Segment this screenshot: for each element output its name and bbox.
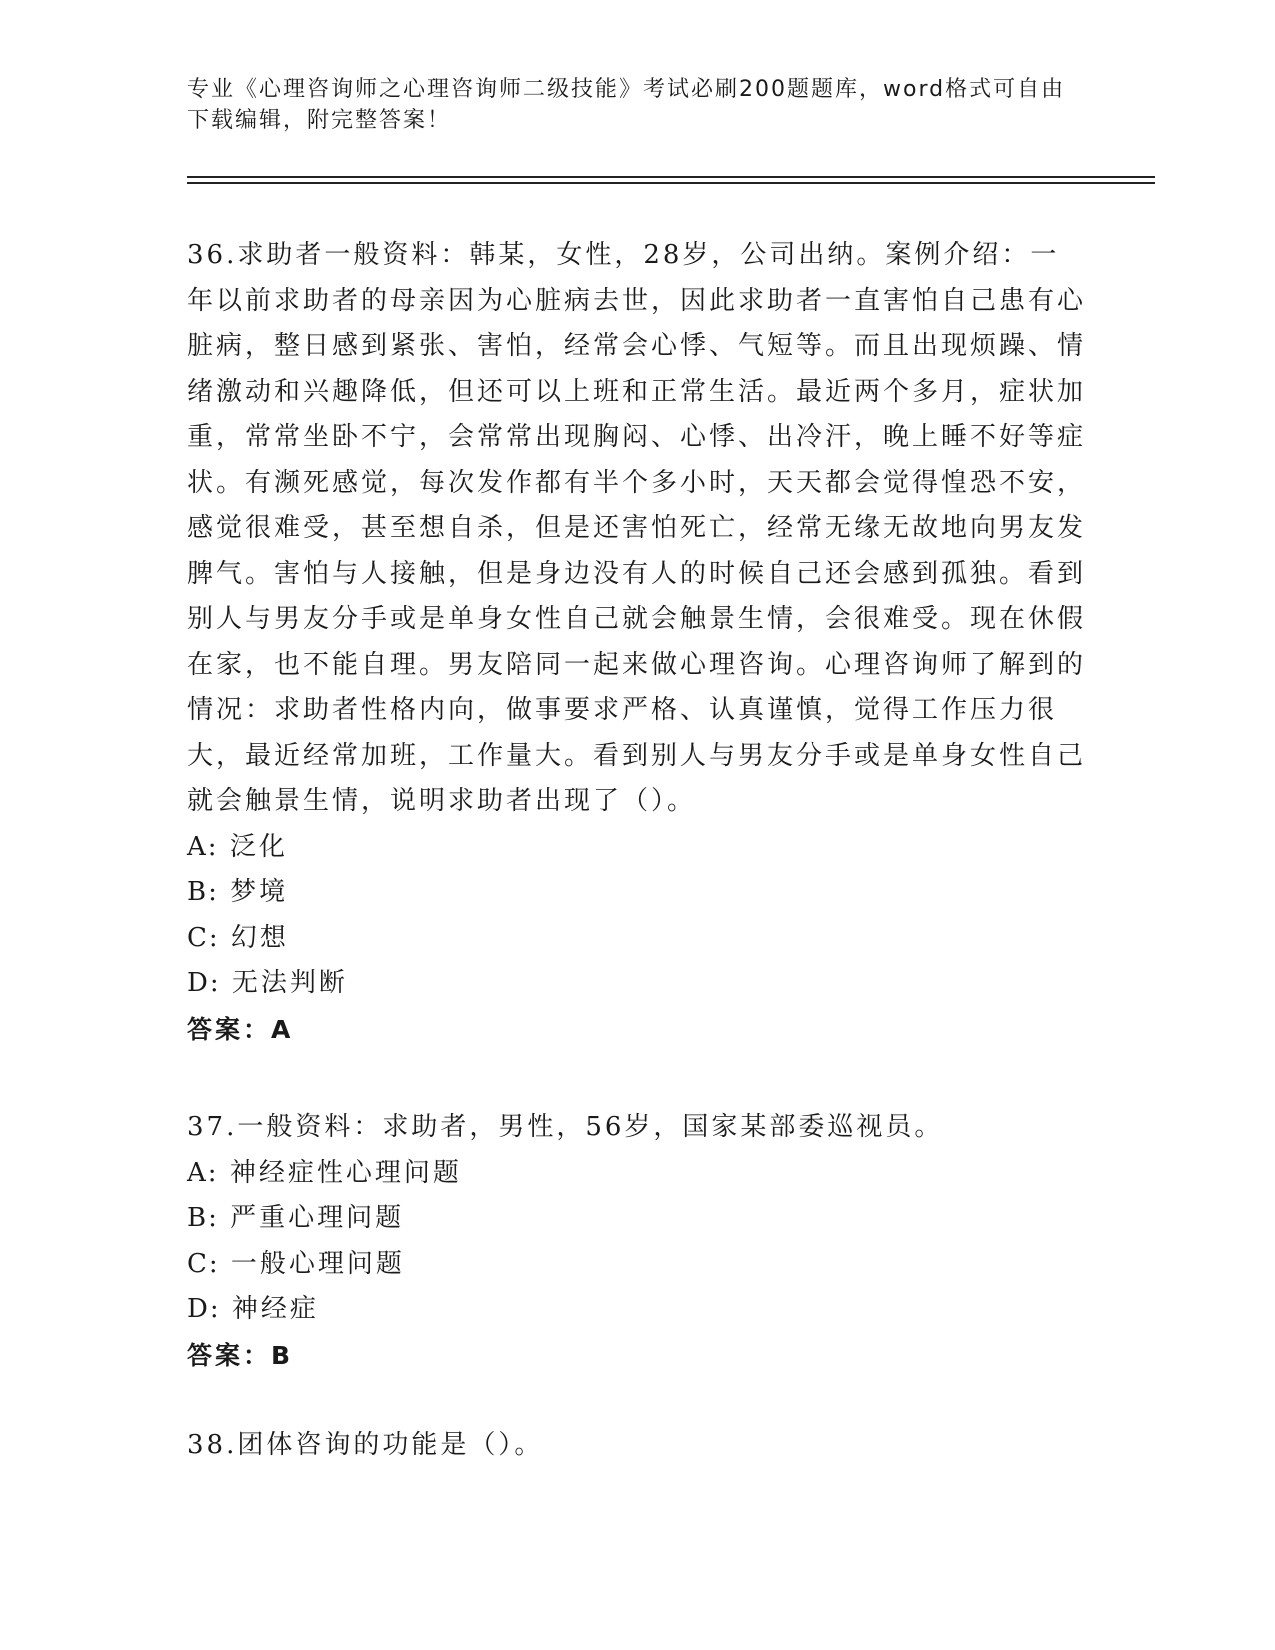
question-36 bbox=[187, 233, 1087, 1052]
question-stem: 38.团体咨询的功能是（）。 bbox=[187, 1430, 544, 1460]
option-c bbox=[187, 1242, 1087, 1288]
option-text: 幻想 bbox=[230, 922, 289, 953]
question-stem: 36.求助者一般资料：韩某，女性，28岁，公司出纳。案例介绍：一年以前求助者的母亲因为心脏病去世，因此求助者一直害怕自己患有心脏病，整日感到紧张、害怕，经常会心悸、气短等。而且出现烦躁、情绪激动和兴趣降低，但还可以上班和正常生活。最近两个多月，症状加重，常常坐卧不宁，会常常出现胸闷、心悸、出冷汗，晚上睡不好等症状。有濒死感觉，每次发作都有半个多小时，天天都会觉得惶恐不安，感觉很难受，甚至想自杀，但是还害怕死亡，经常无缘无故地向男友发脾气。害怕与人接触，但是身边没有人的时候自己还会感到孤独。看到别人与男友分手或是单身女性自己就会触景生情，会很难受。现在休假在家，也不能自理。男友陪同一起来做心理咨询。心理咨询师了解到的情况：求助者性格内向，做事要求严格、认真谨慎，觉得工作压力很大，最近经常加班，工作量大。看到别人与男友分手或是单身女性自己就会触景生情，说明求助者出现了（）。 bbox=[187, 240, 1087, 816]
option-text: 神经症性心理问题 bbox=[229, 1157, 462, 1188]
option-a bbox=[187, 1151, 1087, 1197]
option-key: A: bbox=[187, 831, 219, 862]
option-text: 一般心理问题 bbox=[230, 1248, 405, 1279]
header-divider-top bbox=[187, 176, 1155, 178]
option-key: C: bbox=[187, 922, 220, 953]
option-key: D: bbox=[187, 1294, 221, 1324]
option-d bbox=[187, 1287, 1087, 1333]
option-a bbox=[187, 825, 1087, 871]
question-38 bbox=[187, 1423, 1087, 1469]
option-key: D: bbox=[187, 968, 221, 998]
question-37 bbox=[187, 1105, 1087, 1378]
option-key: C: bbox=[187, 1248, 220, 1279]
option-b bbox=[187, 870, 1087, 916]
answer-line: 答案：A bbox=[187, 1014, 294, 1044]
option-text: 泛化 bbox=[229, 831, 288, 862]
option-d bbox=[187, 961, 1087, 1007]
question-stem: 37.一般资料：求助者，男性，56岁，国家某部委巡视员。 bbox=[187, 1112, 944, 1142]
option-b bbox=[187, 1196, 1087, 1242]
document-header: 专业《心理咨询师之心理咨询师二级技能》考试必刷200题题库，word格式可自由下载编辑，附完整答案！ bbox=[187, 77, 1066, 133]
option-c bbox=[187, 916, 1087, 962]
option-text: 梦境 bbox=[230, 877, 289, 907]
option-text: 无法判断 bbox=[231, 968, 348, 998]
option-text: 神经症 bbox=[231, 1294, 319, 1324]
option-key: B: bbox=[187, 877, 219, 907]
option-key: B: bbox=[187, 1203, 219, 1233]
option-text: 严重心理问题 bbox=[230, 1203, 405, 1233]
header-divider-bottom bbox=[187, 182, 1155, 184]
option-key: A: bbox=[187, 1157, 219, 1188]
answer-line: 答案：B bbox=[187, 1340, 294, 1370]
